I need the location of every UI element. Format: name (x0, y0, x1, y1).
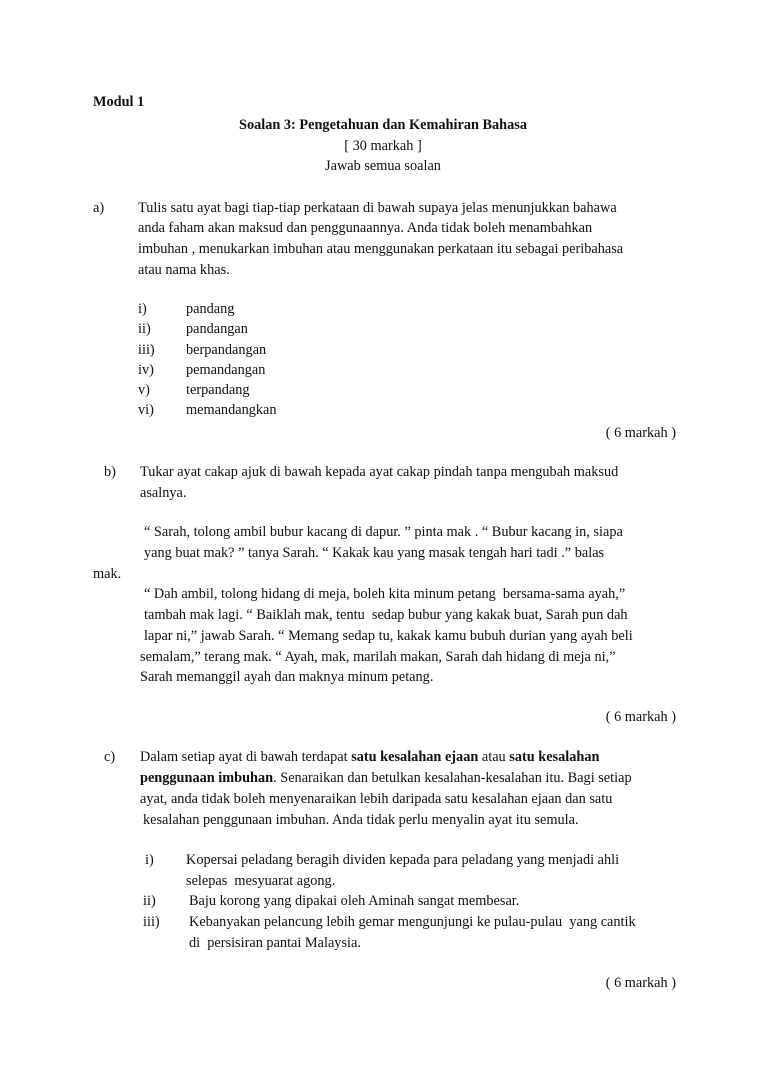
list-item-sentence: Kebanyakan pelancung lebih gemar mengunjungi ke pulau-pulau yang cantik (189, 914, 636, 930)
passage-line: “ Dah ambil, tolong hidang di meja, boleh kita minum petang bersama-sama ayah,” (144, 586, 626, 602)
section-a-line: Tulis satu ayat bagi tiap-tiap perkataan di bawah supaya jelas menunjukkan bahawa (138, 200, 617, 216)
list-item-word: memandangkan (186, 402, 277, 418)
section-c-line (140, 750, 599, 764)
bold-phrase: satu kesalahan (509, 749, 600, 765)
list-item-word: pandangan (186, 321, 248, 337)
section-a-marks: ( 6 markah ) (605, 425, 676, 441)
list-item-number: ii) (143, 893, 156, 909)
list-item-number: iii) (138, 342, 155, 358)
section-b-line: asalnya. (140, 485, 187, 501)
passage-line: yang buat mak? ” tanya Sarah. “ Kakak kau yang masak tengah hari tadi .” balas (144, 545, 605, 561)
module-label: Modul 1 (93, 94, 145, 110)
passage-line: Sarah memanggil ayah dan maknya minum petang. (140, 669, 434, 685)
list-item-word: terpandang (186, 382, 250, 398)
section-a-line: anda faham akan maksud dan penggunaannya. Anda tidak boleh menambahkan (138, 220, 593, 236)
passage-line: “ Sarah, tolong ambil bubur kacang di dapur. ” pinta mak . “ Bubur kacang in, siapa (144, 524, 623, 540)
list-item-word: berpandangan (186, 342, 267, 358)
passage-line: tambah mak lagi. “ Baiklah mak, tentu sedap bubur yang kakak buat, Sarah pun dah (144, 607, 628, 623)
section-c-text: atau (478, 749, 510, 765)
total-marks: [ 30 markah ] (344, 138, 422, 154)
passage-line: semalam,” terang mak. “ Ayah, mak, marilah makan, Sarah dah hidang di meja ni,” (140, 649, 616, 665)
list-item-number: i) (138, 301, 147, 317)
section-c-label: c) (104, 749, 116, 765)
bold-phrase: satu kesalahan ejaan (351, 749, 479, 765)
list-item-number: i) (145, 852, 154, 868)
list-item-sentence: Baju korong yang dipakai oleh Aminah sangat membesar. (189, 893, 520, 909)
list-item-sentence: di persisiran pantai Malaysia. (189, 935, 361, 951)
section-c-text: Dalam setiap ayat di bawah terdapat (140, 749, 352, 765)
section-b-line: Tukar ayat cakap ajuk di bawah kepada ayat cakap pindah tanpa mengubah maksud (140, 464, 619, 480)
passage-line: lapar ni,” jawab Sarah. “ Memang sedap tu, kakak kamu bubuh durian yang ayah beli (144, 628, 633, 644)
bold-phrase: penggunaan imbuhan (140, 770, 274, 786)
instruction: Jawab semua soalan (325, 158, 441, 174)
section-c-line: kesalahan penggunaan imbuhan. Anda tidak perlu menyalin ayat itu semula. (143, 812, 579, 828)
question-title: Soalan 3: Pengetahuan dan Kemahiran Bahasa (239, 117, 527, 133)
section-a-line: atau nama khas. (138, 262, 230, 278)
section-c-line: ayat, anda tidak boleh menyenaraikan lebih daripada satu kesalahan ejaan dan satu (140, 791, 613, 807)
list-item-number: v) (138, 382, 150, 398)
passage-line: mak. (93, 566, 122, 582)
section-b-marks: ( 6 markah ) (605, 709, 676, 725)
section-a-line: imbuhan , menukarkan imbuhan atau menggunakan perkataan itu sebagai peribahasa (138, 241, 624, 257)
section-c-line (140, 771, 632, 785)
list-item-number: iv) (138, 362, 154, 378)
list-item-number: ii) (138, 321, 151, 337)
list-item-number: vi) (138, 402, 154, 418)
section-a-label: a) (93, 200, 105, 216)
list-item-word: pandang (186, 301, 235, 317)
section-c-marks: ( 6 markah ) (605, 975, 676, 991)
list-item-sentence: Kopersai peladang beragih dividen kepada para peladang yang menjadi ahli (186, 852, 620, 868)
list-item-word: pemandangan (186, 362, 266, 378)
list-item-number: iii) (143, 914, 160, 930)
list-item-sentence: selepas mesyuarat agong. (186, 873, 336, 889)
section-c-text: . Senaraikan dan betulkan kesalahan-kesalahan itu. Bagi setiap (273, 770, 632, 786)
section-b-label: b) (104, 464, 116, 480)
